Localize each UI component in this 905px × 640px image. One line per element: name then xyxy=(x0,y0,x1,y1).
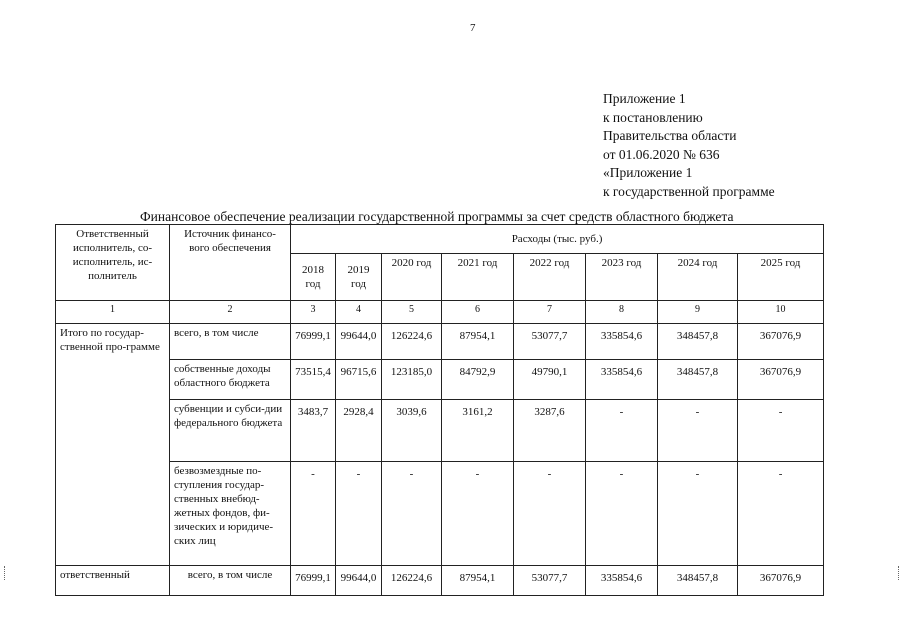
header-year: 2022 год xyxy=(514,254,586,301)
value-cell: 87954,1 xyxy=(442,324,514,360)
value-cell: 3483,7 xyxy=(291,400,336,462)
table-row xyxy=(56,462,824,566)
value-cell: 99644,0 xyxy=(336,324,382,360)
value-cell: - xyxy=(658,462,738,566)
table-row xyxy=(56,566,824,596)
scan-edge-mark xyxy=(898,566,901,580)
column-number: 3 xyxy=(291,301,336,324)
value-cell: 2928,4 xyxy=(336,400,382,462)
source-cell: субвенции и субси-дии федерального бюджета xyxy=(170,400,291,462)
column-number: 8 xyxy=(586,301,658,324)
value-cell: 49790,1 xyxy=(514,360,586,400)
value-cell: - xyxy=(442,462,514,566)
finance-table xyxy=(55,224,824,596)
value-cell: - xyxy=(738,400,824,462)
value-cell: - xyxy=(586,400,658,462)
value-cell: 84792,9 xyxy=(442,360,514,400)
column-number: 5 xyxy=(382,301,442,324)
source-cell: всего, в том числе xyxy=(170,324,291,360)
column-number: 1 xyxy=(56,301,170,324)
appendix-line: Правительства области xyxy=(603,128,737,143)
value-cell: - xyxy=(382,462,442,566)
value-cell: 76999,1 xyxy=(291,566,336,596)
value-cell: 126224,6 xyxy=(382,324,442,360)
header-year: 2023 год xyxy=(586,254,658,301)
source-cell: безвозмездные по-ступления государ-ственных внебюд-жетных фондов, фи-зических и юридиче-ских лиц xyxy=(170,462,291,566)
column-number: 4 xyxy=(336,301,382,324)
value-cell: 3161,2 xyxy=(442,400,514,462)
value-cell: 367076,9 xyxy=(738,360,824,400)
value-cell: 348457,8 xyxy=(658,360,738,400)
table-row xyxy=(56,400,824,462)
appendix-note xyxy=(603,90,775,201)
header-year: 2020 год xyxy=(382,254,442,301)
column-number: 6 xyxy=(442,301,514,324)
header-year: 2019 год xyxy=(336,254,382,301)
value-cell: 367076,9 xyxy=(738,324,824,360)
value-cell: - xyxy=(658,400,738,462)
value-cell: - xyxy=(738,462,824,566)
value-cell: 335854,6 xyxy=(586,324,658,360)
page-number: 7 xyxy=(470,22,476,34)
value-cell: - xyxy=(336,462,382,566)
table-row xyxy=(56,324,824,360)
header-year: 2021 год xyxy=(442,254,514,301)
header-executor: Ответственный исполнитель, со-исполнитель, ис-полнитель xyxy=(56,225,170,301)
header-source: Источник финансо-вого обеспечения xyxy=(170,225,291,301)
scan-edge-mark xyxy=(4,566,7,580)
column-number: 9 xyxy=(658,301,738,324)
executor-cell: Итого по государ-ственной про-грамме xyxy=(56,324,170,566)
value-cell: 335854,6 xyxy=(586,566,658,596)
column-number: 7 xyxy=(514,301,586,324)
value-cell: - xyxy=(291,462,336,566)
header-year: 2018 год xyxy=(291,254,336,301)
value-cell: 3039,6 xyxy=(382,400,442,462)
header-year: 2024 год xyxy=(658,254,738,301)
value-cell: 123185,0 xyxy=(382,360,442,400)
value-cell: 76999,1 xyxy=(291,324,336,360)
value-cell: 53077,7 xyxy=(514,566,586,596)
value-cell: 348457,8 xyxy=(658,566,738,596)
value-cell: 87954,1 xyxy=(442,566,514,596)
appendix-line: к государственной программе xyxy=(603,183,775,199)
value-cell: 367076,9 xyxy=(738,566,824,596)
value-cell: 96715,6 xyxy=(336,360,382,400)
value-cell: 99644,0 xyxy=(336,566,382,596)
appendix-line: «Приложение 1 xyxy=(603,165,693,180)
executor-cell: ответственный xyxy=(56,566,170,596)
value-cell: 335854,6 xyxy=(586,360,658,400)
header-expenses: Расходы (тыс. руб.) xyxy=(291,225,824,254)
column-number: 2 xyxy=(170,301,291,324)
appendix-line: от 01.06.2020 № 636 xyxy=(603,146,720,162)
source-cell: собственные доходы областного бюджета xyxy=(170,360,291,400)
value-cell: 73515,4 xyxy=(291,360,336,400)
value-cell: 126224,6 xyxy=(382,566,442,596)
appendix-line: Приложение 1 xyxy=(603,91,686,106)
value-cell: 348457,8 xyxy=(658,324,738,360)
table-row xyxy=(56,360,824,400)
source-cell: всего, в том числе xyxy=(170,566,291,596)
header-year: 2025 год xyxy=(738,254,824,301)
document-title: Финансовое обеспечение реализации государственной программы за счет средств областного бюджета xyxy=(140,209,734,224)
appendix-line: к постановлению xyxy=(603,109,703,125)
value-cell: - xyxy=(514,462,586,566)
value-cell: 53077,7 xyxy=(514,324,586,360)
column-number: 10 xyxy=(738,301,824,324)
value-cell: 3287,6 xyxy=(514,400,586,462)
value-cell: - xyxy=(586,462,658,566)
